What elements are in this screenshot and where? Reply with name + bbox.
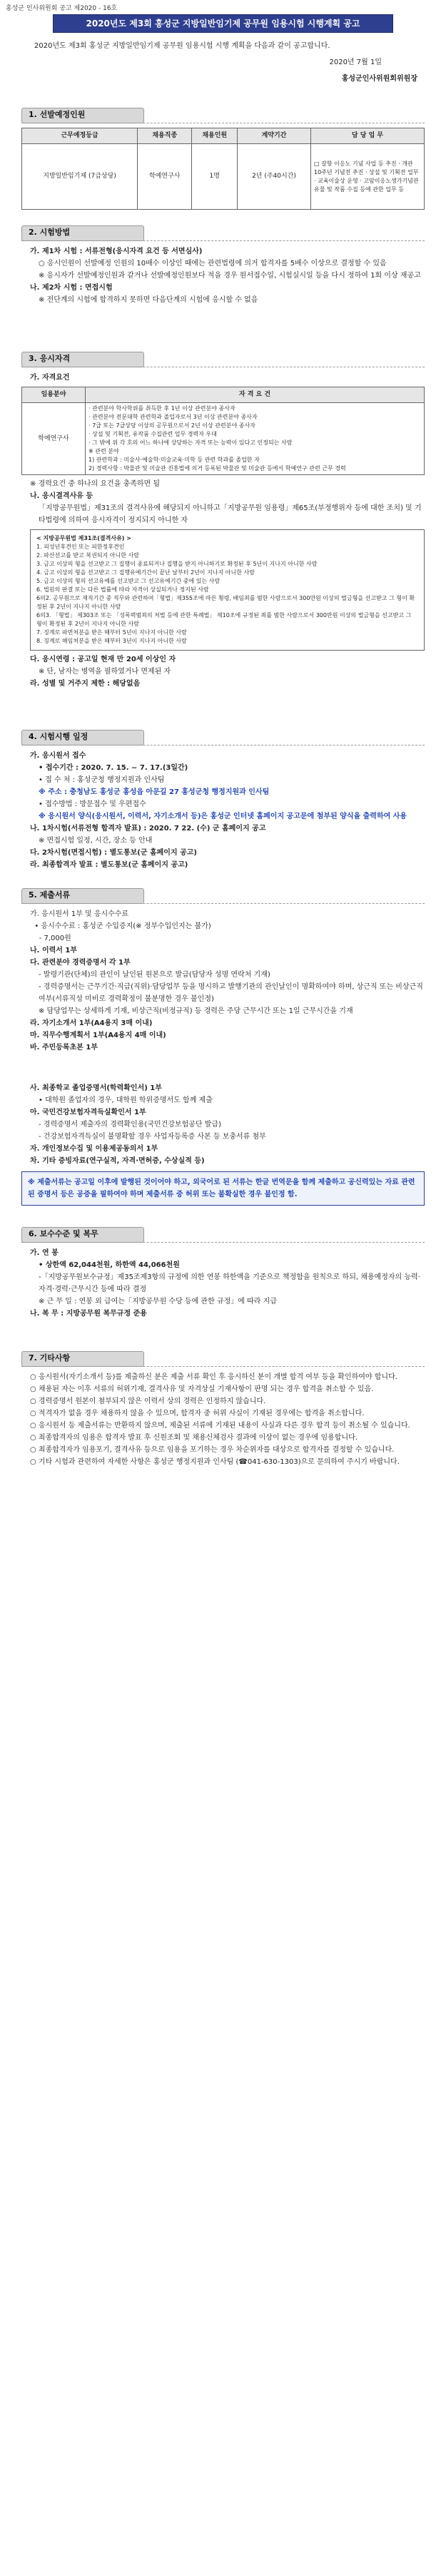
doc-item-9: 마. 직무수행계획서 1부(A4용지 4매 이내) [30, 1032, 166, 1039]
col-type: 채용직종 [138, 128, 192, 144]
cell-field: 학예연구사 [22, 403, 86, 475]
section-1-title: 1. 선발예정인원 [29, 110, 86, 119]
salary-range: • 상한액 62,044천원, 하한액 44,066천원 [39, 1261, 180, 1269]
doc-item-13: • 대학원 졸업자의 경우, 대학원 학위증명서도 함께 제출 [39, 1096, 213, 1104]
interview-info-note: ※ 면접시험 일정, 시간, 장소 등 안내 [39, 837, 153, 845]
section-6-title: 6. 보수수준 및 복무 [29, 1229, 98, 1238]
misc-item: ○ 적격자가 없을 경우 채용하지 않을 수 있으며, 합격자 중 허위 사실이 기재된 경우에는 합격을 취소합니다. [30, 1410, 365, 1417]
col-field: 임용분야 [22, 387, 86, 403]
doc-item-3: 나. 이력서 1부 [30, 947, 78, 954]
exam-stage-1-note-b: ※ 응시자가 선발예정인원과 같거나 선발예정인원보다 적을 경우 원서접수일, 시험실시일 등을 다시 정하여 1회 이상 재공고 [39, 272, 421, 280]
section-3-header [21, 352, 425, 367]
cell-type: 학예연구사 [138, 144, 192, 210]
section-5-title: 5. 제출서류 [29, 890, 71, 900]
box-title: < 지방공무원법 제31조(결격사유) > [36, 535, 131, 541]
stage-2-interview: 다. 2차시험(면접시험) : 별도통보(군 홈페이지 공고) [30, 849, 197, 857]
doc-item-17: 자. 개인정보수집 및 이용제공동의서 1부 [30, 1145, 158, 1153]
exam-stage-1: 가. 제1차 시험 : 서류전형(응시자격 요건 등 서면심사) [30, 248, 203, 255]
doc-item-16: - 건강보험자격득실이 불명확할 경우 사업자등록증 사본 등 보충서류 첨부 [39, 1133, 266, 1141]
qualification-table [21, 387, 425, 475]
page-title: 2020년도 제3회 홍성군 지방일반임기제 공무원 임용시험 시행계획 공고 [53, 14, 393, 33]
misc-item: ○ 기타 시험과 관련하여 자세한 사항은 홍성군 행정지원과 인사팀 (☎041-630-1303)으로 문의하여 주시기 바랍니다. [30, 1458, 400, 1466]
cell-period: 2년 (주40시간) [238, 144, 311, 210]
section-6-header [21, 1227, 425, 1243]
misc-item: ○ 경력증명서 원본이 첨부되지 않은 이력서 상의 경력은 인정하지 않습니다. [30, 1398, 266, 1405]
exam-stage-2: 나. 제2차 시험 : 면접시험 [30, 284, 113, 292]
qualification-note: ※ 경력요건 중 하나의 요건을 충족하면 됨 [30, 480, 161, 488]
doc-item-0: 가. 응시원서 1부 및 응시수수료 [30, 910, 129, 918]
section-4-title: 4. 시험시행 일정 [29, 732, 88, 741]
doc-item-14: 아. 국민건강보험자격득실확인서 1부 [30, 1109, 146, 1116]
col-count: 채용인원 [192, 128, 238, 144]
misc-item: ○ 채용된 자는 이후 서류의 허위기재, 결격사유 및 자격상실 기재사항이 판명 되는 경우 합격을 취소할 수 있음. [30, 1385, 374, 1393]
final-announcement: 라. 최종합격자 발표 : 별도통보(군 홈페이지 공고) [30, 861, 188, 869]
salary-heading: 가. 연 봉 [30, 1249, 59, 1257]
doc-item-6: - 경력증명서는 근무기간·직급(직위)·담당업무 등을 명시하고 발행기관의 관인날인이 명확하여야 하며, 상근직 또는 비상근직 여부(서류직성 미비로 경력확정이 불분명한 경우 불인정) [39, 983, 423, 1003]
doc-item-2: - 7,000원 [30, 935, 71, 942]
section-1-header [21, 108, 425, 123]
disqualification-text: 「지방공무원법」제31조의 결격사유에 해당되지 아니하고「지방공무원 임용령」제65조(부정행위자 등에 대한 조치) 및 기타법령에 의하여 응시자격이 정지되지 아니한 자 [39, 504, 422, 524]
application-form-note: ※ 응시원서 양식(응시원서, 이력서, 자기소개서 등)은 홍성군 인터넷 홈페이지 공고문에 첨부된 양식을 출력하여 사용 [39, 813, 407, 820]
doc-item-8: 라. 자기소개서 1부(A4용지 3매 이내) [30, 1019, 153, 1027]
doc-item-18: 차. 기타 증빙자료(연구실적, 자격·면허증, 수상실적 등) [30, 1157, 205, 1165]
cell-requirements: · 관련분야 학사학위를 취득한 후 1년 이상 관련분야 종사자 · 관련분야 전문대학 관련학과 졸업자로서 3년 이상 관련분야 종사자 · 7급 또는 7급상당 이상의 공무원으로서 2년 이상 관련분야 종사자 · 상설 및 기획전, 유작품 수집관련 업무 경력자 우대 · 그 밖에 위 각 호의 어느 하나에 상당하는 자격 또는 능력이 있다고 인정되는 사람 ※ 관련 분야 1) 관련학과 : 미술사·예술학·미술교육·미학 등 관련 학과를 졸업한 자 2) 경력사항 : 박물관 및 미술관 진흥법에 의거 등록된 박물관 및 미술관 등에서 학예연구 관련 근무 경력 [86, 403, 425, 475]
section-5-header [21, 888, 425, 904]
issuing-org: 홍성군인사위원회위원장 [341, 75, 417, 83]
doc-item-1: • 응시수수료 : 홍성군 수입증지(※ 정부수입인지는 불가) [30, 922, 211, 930]
application-heading: 가. 응시원서 접수 [30, 752, 86, 760]
exam-stage-1-note-a: ○ 응시인원이 선발예정 인원의 10배수 이상인 때에는 관련법령에 의거 합격자를 5배수 이상으로 결정할 수 있음 [39, 260, 387, 268]
doc-item-5: - 발령기관(단체)의 관인이 날인된 원본으로 발급(담당자 성명 연락처 기재) [39, 971, 270, 979]
doc-item-10: 바. 주민등록초본 1부 [30, 1044, 98, 1052]
recruitment-table [21, 128, 425, 210]
misc-item: ○ 응시원서 등 제출서류는 반환하지 않으며, 제출된 서류에 기재된 내용이 사실과 다른 경우 합격 등이 취소될 수 있습니다. [30, 1422, 410, 1430]
stage-1-announcement: 나. 1차시험(서류전형 합격자 발표) : 2020. 7 22. (수) 군 홈페이지 공고 [30, 825, 266, 833]
doc-item-15: - 경력증명서 제출자의 경력확인용(국민건강보험공단 발급) [39, 1121, 221, 1129]
application-address: ※ 주소 : 충청남도 홍성군 홍성읍 아문길 27 홍성군청 행정지원과 인사팀 [39, 788, 270, 796]
section-3-title: 3. 응시자격 [29, 354, 71, 363]
section-4-header [21, 730, 425, 745]
qualification-heading: 가. 자격요건 [30, 374, 70, 382]
col-grade: 근무예정등급 [22, 128, 138, 144]
salary-allowance-note: ※ 근 무 일 : 연봉 외 급여는「지방공무원 수당 등에 관한 규정」에 따라 지급 [39, 1298, 277, 1305]
col-duties: 담 당 업 무 [311, 128, 425, 144]
salary-basis: -「지방공무원보수규정」제35조제3항의 규정에 의한 연봉 하한액을 기준으로 책정함을 원칙으로 하되, 채용예정자의 능력·자격·경력·근무시간 등에 따라 결정 [39, 1273, 420, 1293]
col-period: 계약기간 [238, 128, 311, 144]
application-method: • 접수방법 : 방문접수 및 우편접수 [39, 800, 146, 808]
age-requirement: 다. 응시연령 : 공고일 현재 만 20세 이상인 자 [30, 656, 176, 663]
cell-count: 1명 [192, 144, 238, 210]
application-place: • 접 수 처 : 홍성군청 행정지원과 인사팀 [39, 776, 165, 784]
notice-date: 2020년 7월 1일 [329, 58, 382, 66]
misc-item: ○ 응시원서(자기소개서 등)를 제출하신 분은 제출 서류 확인 후 응시하신 분이 개별 합격 여부 등을 확인하여야 합니다. [30, 1373, 397, 1381]
header-note: 홍성군 인사위원회 공고 제2020 - 16호 [6, 5, 118, 12]
section-7-header [21, 1351, 425, 1367]
col-requirements: 자 격 요 건 [86, 387, 425, 403]
military-note: ※ 단, 남자는 병역을 필하였거나 면제된 자 [39, 668, 171, 676]
misc-item: ○ 최종합격자가 임용포기, 결격사유 등으로 임용을 포기하는 경우 차순위자를 대상으로 합격자를 결정할 수 있습니다. [30, 1446, 395, 1454]
document-body [21, 40, 425, 1468]
section-7-title: 7. 기타사항 [29, 1353, 71, 1363]
box-content: 1. 피성년후견인 또는 피한정후견인 2. 파산선고를 받고 복권되지 아니한 사람 3. 금고 이상의 형을 선고받고 그 집행이 종료되거나 집행을 받지 아니하기로 확정된 후 5년이 지나지 아니한 사람 4. 금고 이상의 형을 선고받고 그 집행유예기간이 끝난 날부터 2년이 지나지 아니한 사람 5. 금고 이상의 형의 선고유예를 선고받고 그 선고유예기간 중에 있는 사람 6. 법원의 판결 또는 다른 법률에 따라 자격이 상실되거나 정지된 사람 6의2. 공무원으로 재직기간 중 직무와 관련하여「형법」제355조에 따른 횡령, 배임죄를 범한 사람으로서 300만원 이상의 벌금형을 선고받고 그 형이 확정된 후 2년이 지나지 아니한 사람 6의3. 「형법」 제303조 또는 「성폭력범죄의 처벌 등에 관한 특례법」 제10조에 규정된 죄를 범한 사람으로서 300만원 이상의 벌금형을 선고받고 그 형이 확정된 후 2년이 지나지 아니한 사람 7. 징계로 파면처분을 받은 때부터 5년이 지나지 아니한 사람 8. 징계로 해임처분을 받은 때부터 3년이 지나지 아니한 사람 [36, 544, 415, 644]
doc-item-4: 다. 관련분야 경력증명서 각 1부 [30, 959, 131, 967]
cell-duties: □ 갈항 이응노 기념 사업 등 추진 · 개관 10주년 기념전 추진 · 상설 및 기획전 업무 · 교육이술상 운영 · 고암이응노생가기념관 유물 및 작품 수집 등에 관한 업무 등 [311, 144, 425, 210]
doc-item-7: ※ 담당업무는 상세하게 기재, 비상근직(비정규직) 등 경력은 주당 근무시간 또는 1일 근무시간을 기재 [39, 1007, 353, 1015]
application-period: • 접수기간 : 2020. 7. 15. ~ 7. 17.(3일간) [39, 764, 188, 772]
misc-item: ○ 최종합격자의 임용은 합격자 발표 후 신원조회 및 채용신체검사 결과에 이상이 없는 경우에 임용합니다. [30, 1434, 358, 1442]
cell-grade: 지방일반임기제 (7급상당) [22, 144, 138, 210]
intro-text: 2020년도 제3회 홍성군 지방일반임기제 공무원 임용시험 시행 계획을 다음과 같이 공고합니다. [34, 42, 330, 50]
gender-residence: 라. 성별 및 거주지 제한 : 해당없음 [30, 680, 141, 688]
disqualification-heading: 나. 응시결격사유 등 [30, 492, 93, 500]
service-rules: 나. 복 무 : 지방공무원 복무규정 준용 [30, 1310, 147, 1318]
disqualification-box [30, 529, 425, 651]
submission-note: ※ 제출서류는 공고일 이후에 발행된 것이어야 하고, 외국어로 된 서류는 한글 번역문을 함께 제출하고 공신력있는 자료 관련된 증명서 등은 공증을 필하여야 하며 제출서류 중 허위 또는 불확실한 경우 불인정 함. [21, 1171, 425, 1206]
section-2-title: 2. 시험방법 [29, 228, 71, 237]
doc-item-12: 사. 최종학교 졸업증명서(학력확인서) 1부 [30, 1084, 162, 1092]
section-2-header [21, 225, 425, 241]
exam-stage-2-note: ※ 전단계의 시험에 합격하지 못하면 다음단계의 시험에 응시할 수 없음 [39, 296, 258, 304]
